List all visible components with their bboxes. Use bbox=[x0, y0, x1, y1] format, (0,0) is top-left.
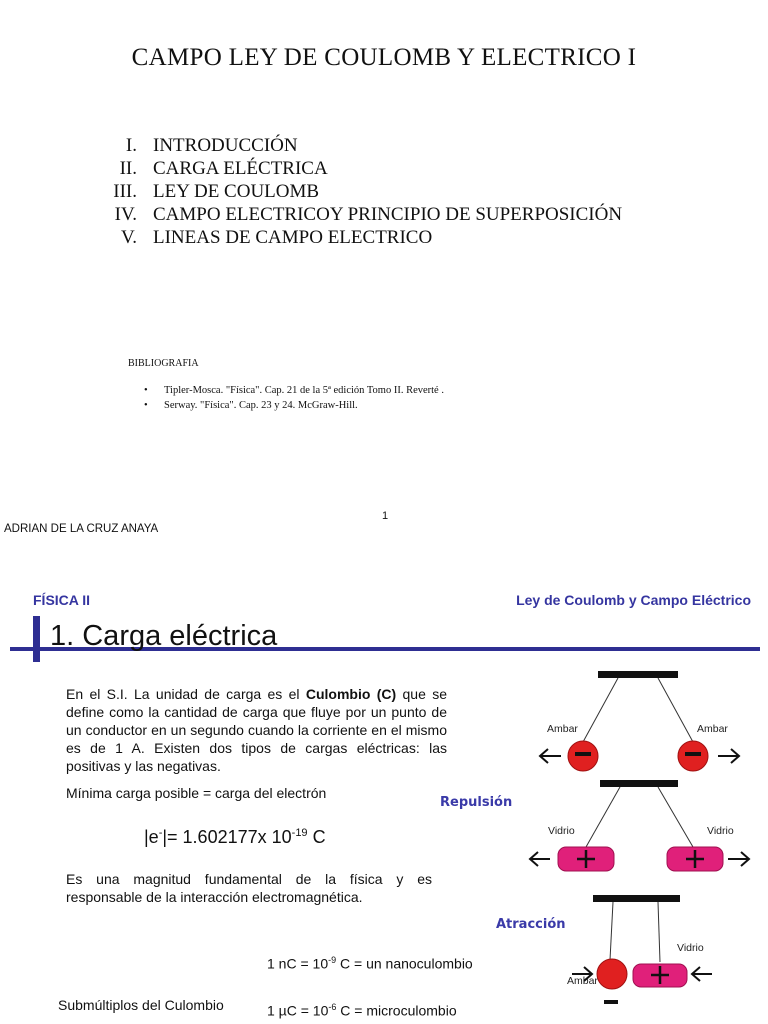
magnitude-paragraph: Es una magnitud fundamental de la física y es responsable de la interacción electromagnética. bbox=[66, 871, 432, 905]
attraction-group bbox=[567, 895, 712, 1004]
negative-charge-sphere bbox=[597, 959, 627, 989]
thread bbox=[586, 787, 620, 847]
ambar-label: Ambar bbox=[547, 723, 578, 735]
toc-item bbox=[100, 134, 622, 157]
bibliography-text: Tipler-Mosca. "Física". Cap. 21 de la 5ª edición Tomo II. Reverté . bbox=[164, 385, 444, 396]
bullet-icon: • bbox=[144, 400, 148, 411]
arrow-left-icon bbox=[530, 852, 550, 866]
intro-bold-term: Culombio (C) bbox=[305, 686, 397, 702]
formula-part: |= 1.602177x 10 bbox=[162, 827, 292, 847]
attraction-caption: Atracción bbox=[496, 917, 566, 932]
page-number: 1 bbox=[382, 510, 389, 522]
thread bbox=[658, 902, 660, 962]
minus-icon bbox=[604, 1000, 618, 1004]
toc-item bbox=[100, 157, 622, 180]
toc-number: III. bbox=[113, 181, 137, 202]
minus-icon bbox=[685, 752, 701, 756]
submultiples-label: Submúltiplos del Culombio bbox=[58, 997, 224, 1013]
arrow-left-icon bbox=[540, 749, 561, 763]
vidrio-label: Vidrio bbox=[548, 825, 575, 837]
arrow-right-icon bbox=[728, 852, 749, 866]
definition-exponent: -9 bbox=[328, 955, 337, 965]
slide-subject: Ley de Coulomb y Campo Eléctrico bbox=[516, 592, 751, 608]
support-bar bbox=[593, 895, 680, 902]
bibliography-heading: BIBLIOGRAFIA bbox=[128, 358, 199, 369]
toc-number: V. bbox=[120, 227, 137, 248]
toc-number: IV. bbox=[114, 204, 137, 225]
charge-interaction-diagram bbox=[440, 660, 760, 1024]
toc-number: I. bbox=[125, 135, 137, 156]
table-of-contents bbox=[100, 134, 622, 249]
toc-label: LINEAS DE CAMPO ELECTRICO bbox=[153, 227, 433, 248]
vidrio-label: Vidrio bbox=[677, 942, 704, 954]
intro-paragraph bbox=[66, 685, 447, 775]
definition-exponent: -6 bbox=[328, 1002, 337, 1012]
ambar-label: Ambar bbox=[697, 723, 728, 735]
nanocoulomb-definition bbox=[267, 955, 473, 972]
formula-unit: C bbox=[307, 827, 326, 847]
thread bbox=[610, 902, 613, 960]
toc-label: CAMPO ELECTRICOY PRINCIPIO DE SUPERPOSICIÓN bbox=[153, 204, 623, 225]
header-accent-bar bbox=[33, 616, 40, 662]
definition-part: C = microculombio bbox=[336, 1002, 457, 1019]
intro-text: que se define como la cantidad de carga que fluye por un punto de un conductor en un segundo cuando la corriente en el mismo es de 1 A. Existen dos tipos de cargas eléctricas: las positivas y las negativas. bbox=[66, 686, 447, 774]
definition-part: C = un nanoculombio bbox=[336, 955, 473, 972]
toc-label: LEY DE COULOMB bbox=[153, 181, 320, 202]
course-label: FÍSICA II bbox=[33, 592, 91, 608]
vidrio-label: Vidrio bbox=[707, 825, 734, 837]
author-name: ADRIAN DE LA CRUZ ANAYA bbox=[4, 523, 159, 535]
repulsion-caption: Repulsión bbox=[440, 795, 513, 810]
minus-icon bbox=[575, 752, 591, 756]
ambar-repulsion-group bbox=[540, 671, 739, 771]
min-charge-text: Mínima carga posible = carga del electrón bbox=[66, 785, 327, 801]
arrow-right-icon bbox=[718, 749, 739, 763]
definition-part: 1 nC = 10 bbox=[267, 955, 329, 972]
toc-item bbox=[100, 226, 622, 249]
intro-text: En el S.I. La unidad de carga es el bbox=[66, 686, 306, 702]
formula-part: |e bbox=[144, 827, 159, 847]
arrow-left-icon bbox=[692, 967, 712, 981]
bibliography-item bbox=[144, 398, 444, 413]
support-bar bbox=[600, 780, 678, 787]
bibliography-item bbox=[144, 383, 444, 398]
toc-item bbox=[100, 203, 622, 226]
thread bbox=[583, 678, 618, 742]
microcoulomb-definition bbox=[267, 1002, 457, 1019]
toc-number: II. bbox=[119, 158, 137, 179]
toc-label: INTRODUCCIÓN bbox=[153, 135, 298, 156]
bibliography-text: Serway. "Física". Cap. 23 y 24. McGraw-Hill. bbox=[164, 400, 358, 411]
toc-label: CARGA ELÉCTRICA bbox=[153, 158, 328, 179]
bullet-icon: • bbox=[144, 385, 148, 396]
thread bbox=[658, 787, 693, 847]
definition-part: 1 µC = 10 bbox=[267, 1002, 329, 1019]
support-bar bbox=[598, 671, 678, 678]
electron-charge-formula bbox=[144, 827, 326, 848]
thread bbox=[658, 678, 693, 742]
ambar-label: Ambar bbox=[567, 975, 598, 987]
formula-exponent: -19 bbox=[291, 827, 308, 839]
slide-title: 1. Carga eléctrica bbox=[50, 620, 278, 652]
vidrio-repulsion-group bbox=[530, 780, 749, 871]
document-title: CAMPO LEY DE COULOMB Y ELECTRICO I bbox=[131, 44, 637, 71]
formula-superscript: - bbox=[158, 827, 163, 839]
bibliography-list bbox=[144, 383, 444, 413]
toc-item bbox=[100, 180, 622, 203]
